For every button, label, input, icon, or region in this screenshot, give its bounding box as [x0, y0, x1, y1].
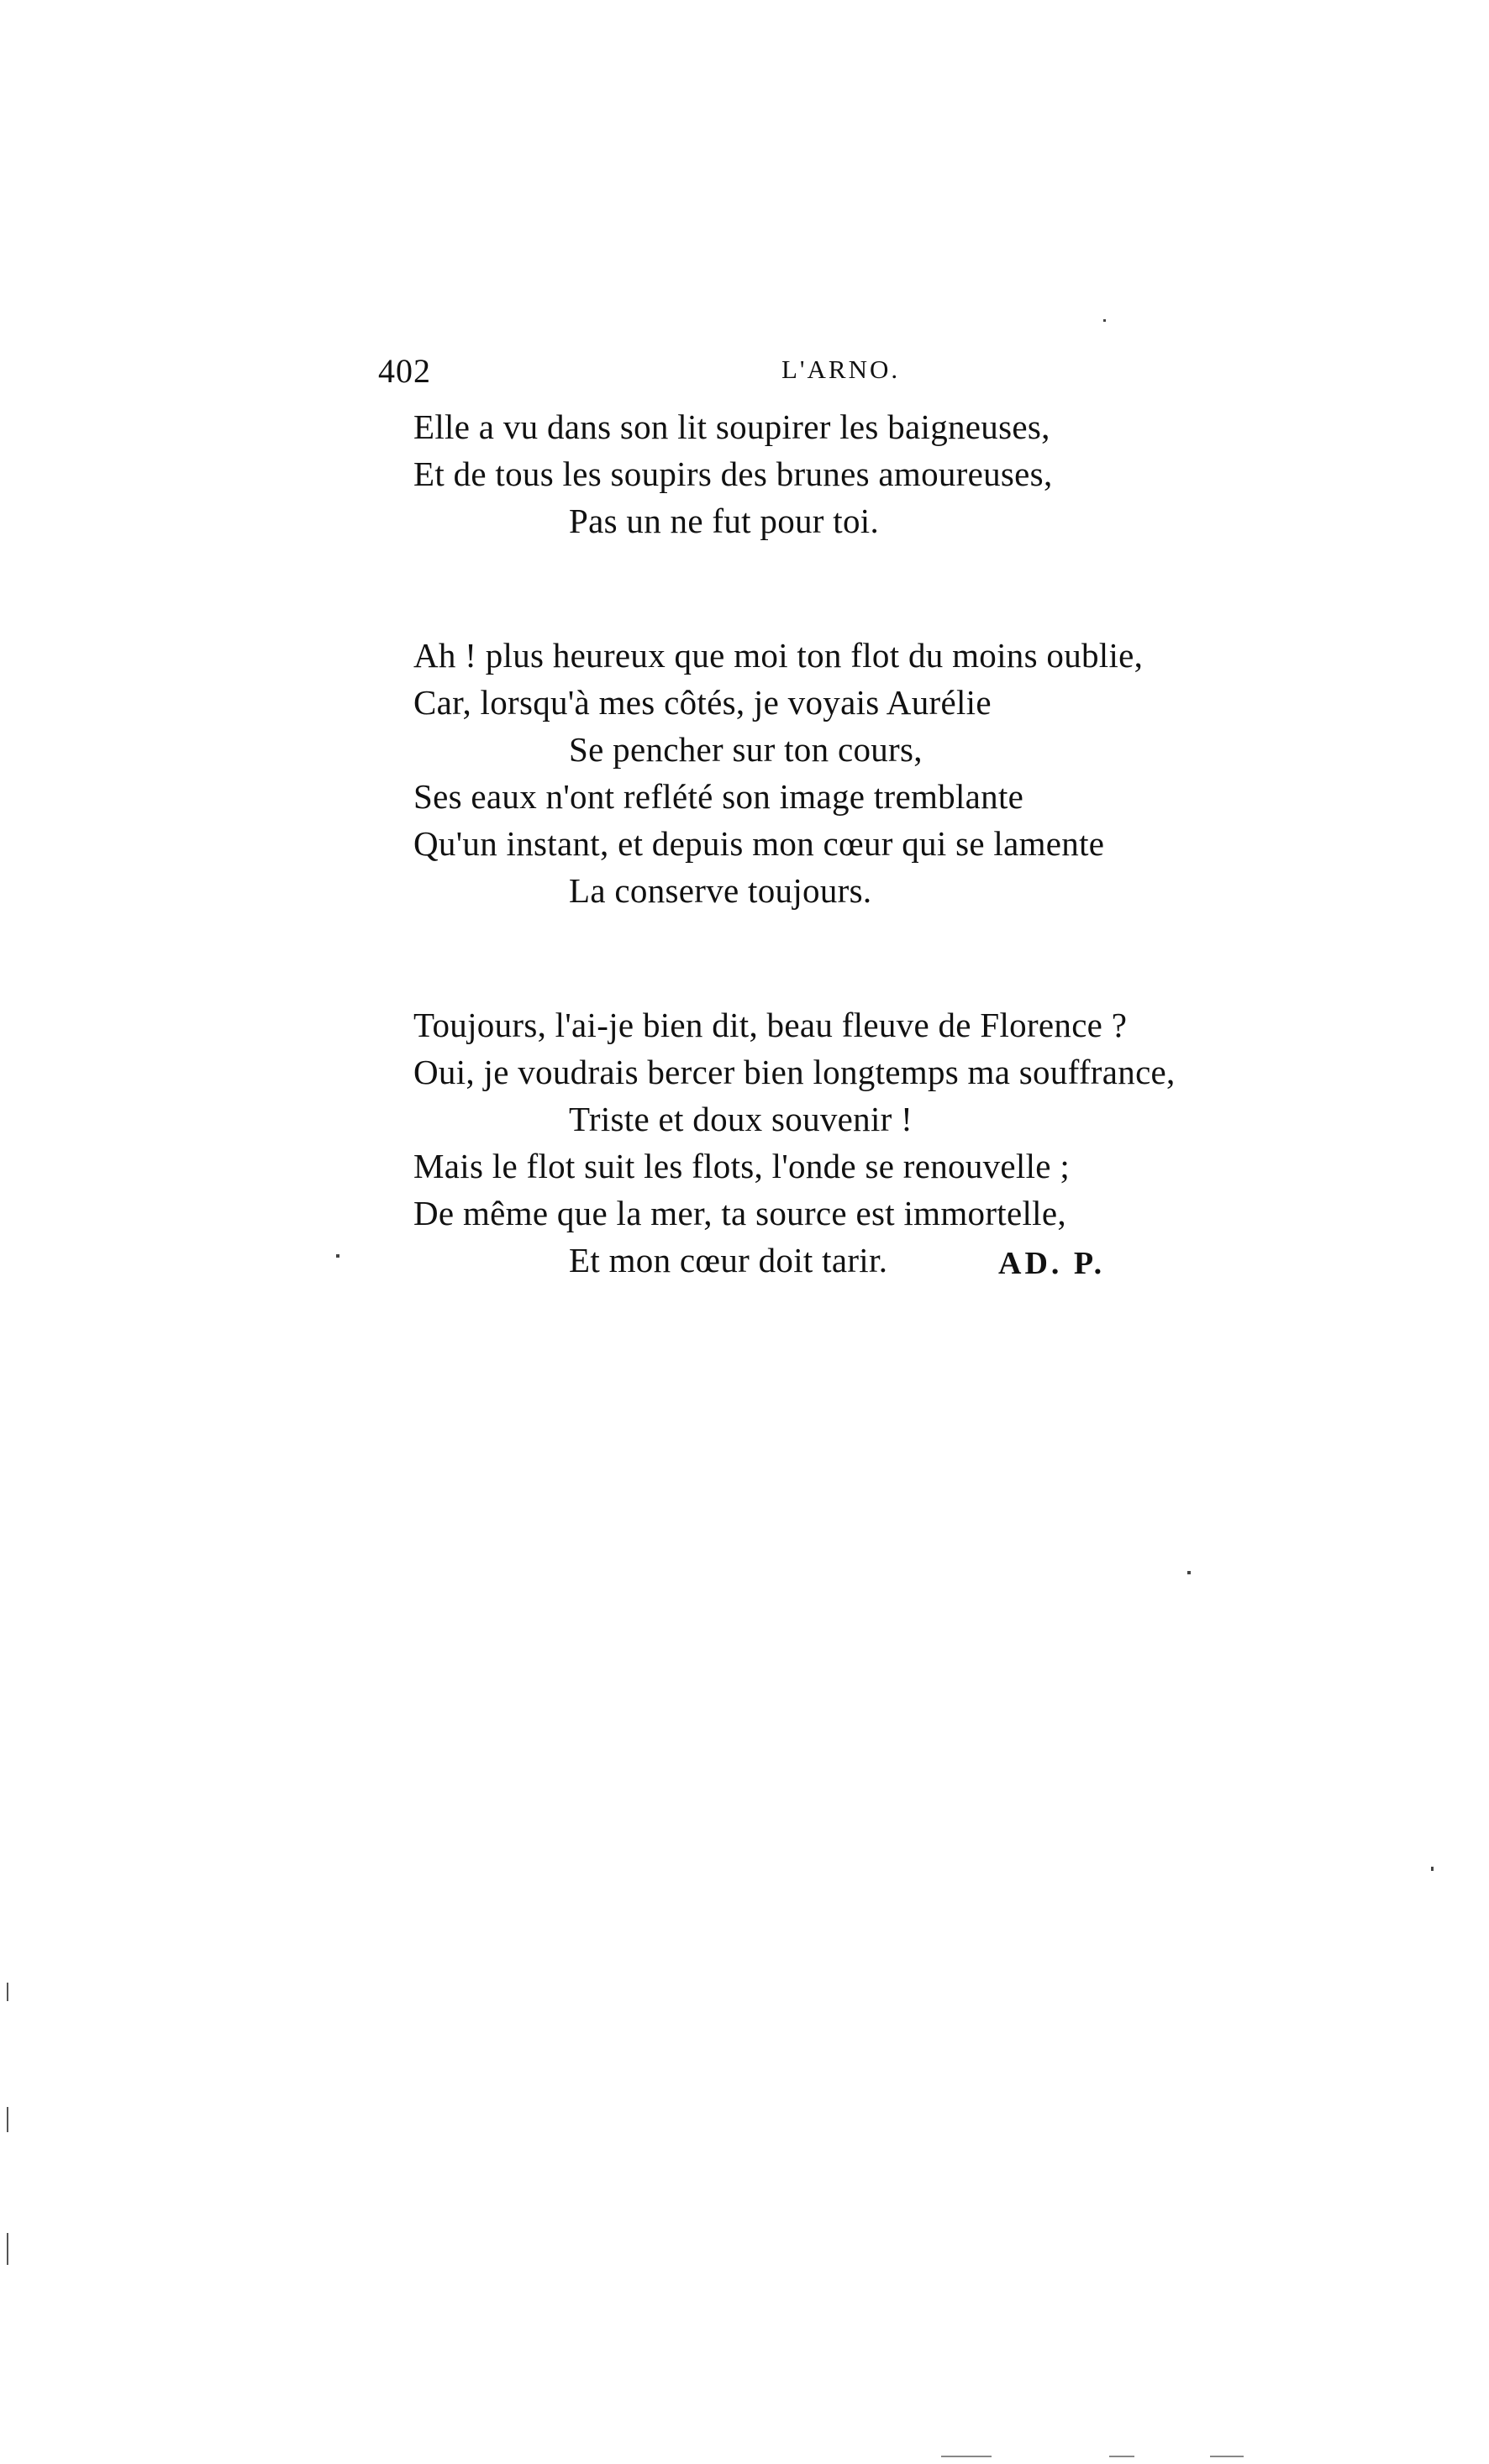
poem-line: La conserve toujours.	[569, 871, 872, 910]
poem-line: Oui, je voudrais bercer bien longtemps ma souffrance,	[413, 1053, 1176, 1091]
poem-line: Mais le flot suit les flots, l'onde se renouvelle ;	[413, 1147, 1071, 1185]
scan-edge-mark	[7, 2107, 8, 2132]
scan-speck	[336, 1254, 339, 1258]
scan-speck	[1103, 319, 1106, 322]
poem-line: Ah ! plus heureux que moi ton flot du moins oublie,	[413, 636, 1144, 675]
poem-line: Et de tous les soupirs des brunes amoureuses,	[413, 454, 1053, 493]
stanza-1	[413, 403, 1338, 544]
scan-edge-mark	[7, 2233, 8, 2265]
scan-speck	[1431, 1867, 1434, 1871]
scan-edge-mark	[7, 1983, 8, 2001]
poem-line: Car, lorsqu'à mes côtés, je voyais Aurélie	[413, 683, 992, 722]
scan-footer-mark	[941, 2456, 992, 2457]
page-number: 402	[378, 352, 431, 390]
poem-line: Pas un ne fut pour toi.	[569, 502, 880, 540]
poem-line: Toujours, l'ai-je bien dit, beau fleuve de Florence ?	[413, 1006, 1128, 1044]
stanza-2	[413, 632, 1338, 914]
poem-line: Ses eaux n'ont reflété son image tremblante	[413, 777, 1024, 816]
running-head	[378, 351, 1176, 393]
stanza-3	[413, 1001, 1338, 1284]
poem-line: Triste et doux souvenir !	[569, 1100, 913, 1138]
poem-line: Elle a vu dans son lit soupirer les baigneuses,	[413, 407, 1050, 446]
scan-footer-mark	[1109, 2456, 1134, 2457]
author-signature: AD. P.	[998, 1246, 1106, 1281]
scan-footer-mark	[1210, 2456, 1244, 2457]
running-title: L'ARNO.	[781, 355, 901, 384]
poem-line: Et mon cœur doit tarir.	[569, 1241, 888, 1279]
scan-speck	[1187, 1571, 1191, 1574]
poem-line: De même que la mer, ta source est immortelle,	[413, 1194, 1066, 1232]
poem-line: Qu'un instant, et depuis mon cœur qui se lamente	[413, 824, 1105, 863]
poem	[413, 403, 1338, 1371]
poem-line: Se pencher sur ton cours,	[569, 730, 923, 769]
